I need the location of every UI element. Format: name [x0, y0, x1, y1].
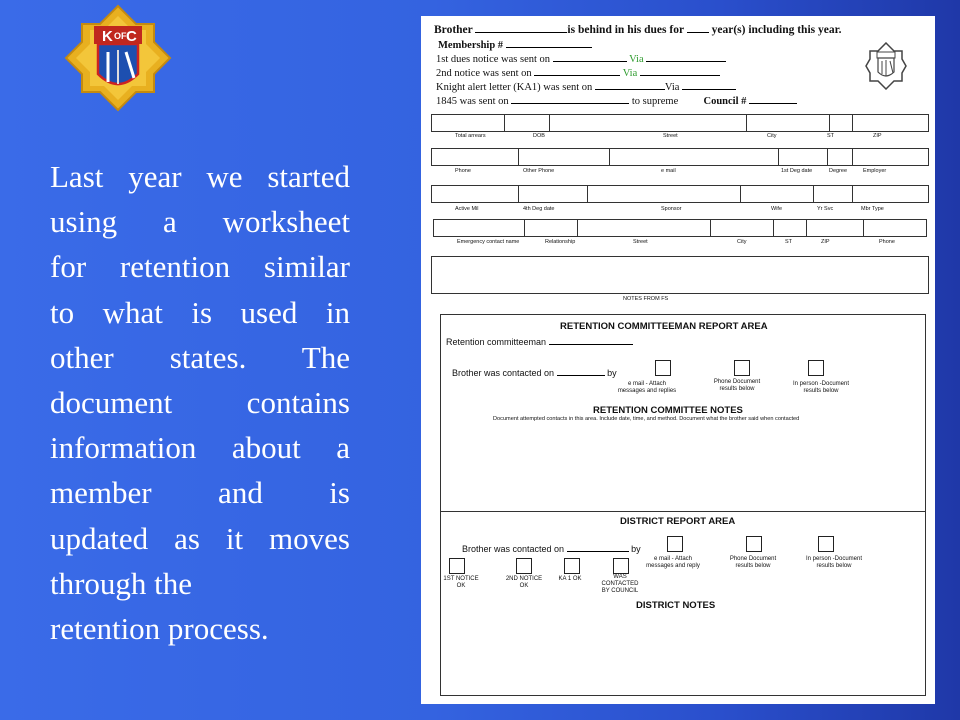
district-report-title: DISTRICT REPORT AREA	[620, 516, 736, 527]
district-phone-checkbox[interactable]	[746, 536, 762, 552]
label-employer: Employer	[863, 168, 887, 174]
district-ka1-checkbox[interactable]	[564, 558, 580, 574]
district-notes-title: DISTRICT NOTES	[636, 600, 716, 611]
retention-email-option: e mail - Attach messages and replies	[617, 381, 677, 394]
retention-notes-instructions: Document attempted contacts in this area. Include date, time, and method. Document what the brother said when contacted	[493, 416, 800, 422]
label-ec-street: Street	[633, 239, 648, 245]
district-email-checkbox[interactable]	[667, 536, 683, 552]
row-arrears-address	[431, 114, 929, 132]
header-membership: Membership #	[438, 37, 592, 51]
kofc-emblem-icon	[64, 4, 172, 112]
label-mbr-type: Mbr Type	[861, 206, 884, 212]
retention-report-title: RETENTION COMMITTEEMAN REPORT AREA	[560, 321, 768, 332]
label-1st-deg-date: 1st Deg date	[781, 168, 813, 174]
row-military-sponsor	[431, 185, 929, 203]
retention-phone-option: Phone Document results below	[713, 379, 761, 392]
header-line-brother: Brother is behind in his dues for year(s) including this year.	[434, 24, 842, 36]
district-ka1-label: KA 1 OK	[558, 576, 582, 582]
body-line-2: using a worksheet	[50, 204, 350, 240]
label-ec-st: ST	[785, 239, 793, 245]
label-ec-city: City	[737, 239, 747, 245]
label-degree: Degree	[829, 168, 848, 174]
label-email: e mail	[661, 168, 676, 174]
district-1st-notice-label: 1ST NOTICE OK	[443, 576, 479, 589]
label-active-mil: Active Mil	[455, 206, 479, 212]
label-wife: Wife	[771, 206, 782, 212]
label-city: City	[767, 133, 777, 139]
header-knight-alert: Knight alert letter (KA1) was sent on Via	[436, 79, 736, 93]
body-line-8: member and is	[50, 475, 350, 511]
header-dues-notice-2: 2nd notice was sent on Via	[436, 65, 720, 79]
label-sponsor: Sponsor	[661, 206, 682, 212]
retention-contacted-line: Brother was contacted on by	[452, 365, 617, 378]
label-ec-phone: Phone	[879, 239, 895, 245]
body-line-7: information about a	[50, 430, 350, 466]
label-zip: ZIP	[873, 133, 882, 139]
body-line-3: for retention similar	[50, 249, 350, 285]
body-line-4: to what is used in	[50, 294, 350, 330]
district-email-option: e mail - Attach messages and reply	[646, 556, 700, 569]
slide-body-text	[50, 154, 350, 651]
row-emergency-contact	[433, 219, 927, 237]
label-street: Street	[663, 133, 678, 139]
body-line-11: retention process.	[50, 611, 269, 647]
retention-worksheet	[421, 16, 935, 704]
label-phone: Phone	[455, 168, 471, 174]
body-line-9: updated as it moves	[50, 520, 350, 556]
district-in-person-checkbox[interactable]	[818, 536, 834, 552]
label-4th-deg-date: 4th Deg date	[523, 206, 555, 212]
kofc-logo	[64, 4, 172, 112]
report-area-divider	[440, 511, 926, 512]
body-line-5: other states. The	[50, 339, 350, 375]
small-emblem-icon	[865, 42, 907, 90]
district-in-person-option: In person -Document results below	[805, 556, 863, 569]
logo-letter-k: K	[102, 28, 113, 45]
retention-in-person-option: In person -Document results below	[792, 381, 850, 394]
logo-letter-c: C	[126, 28, 137, 45]
district-1st-notice-checkbox[interactable]	[449, 558, 465, 574]
header-dues-notice-1: 1st dues notice was sent on Via	[436, 51, 726, 65]
notes-from-fs-box	[431, 256, 929, 294]
header-form-1845: 1845 was sent on to supreme Council #	[436, 93, 797, 107]
retention-phone-checkbox[interactable]	[734, 360, 750, 376]
label-yr-svc: Yr Svc	[817, 206, 834, 212]
retention-committeeman-line: Retention committeeman	[446, 334, 633, 347]
label-st: ST	[827, 133, 835, 139]
label-dob: DOB	[533, 133, 545, 139]
label-relationship: Relationship	[545, 239, 576, 245]
district-phone-option: Phone Document results below	[729, 556, 777, 569]
district-2nd-notice-label: 2ND NOTICE OK	[505, 576, 543, 589]
label-notes-from-fs: NOTES FROM FS	[623, 296, 669, 302]
district-2nd-notice-checkbox[interactable]	[516, 558, 532, 574]
row-phone-employer	[431, 148, 929, 166]
label-other-phone: Other Phone	[523, 168, 555, 174]
retention-email-checkbox[interactable]	[655, 360, 671, 376]
logo-letter-of: OF	[114, 31, 127, 41]
label-emergency-contact: Emergency contact name	[457, 239, 520, 245]
district-contacted-line: Brother was contacted on by	[462, 541, 641, 554]
body-line-1: Last year we started	[50, 159, 350, 194]
district-contacted-by-council-checkbox[interactable]	[613, 558, 629, 574]
retention-in-person-checkbox[interactable]	[808, 360, 824, 376]
body-line-6: document contains	[50, 385, 350, 421]
body-line-10: through the	[50, 565, 193, 601]
label-total-arrears: Total arrears	[455, 133, 486, 139]
retention-notes-title: RETENTION COMMITTEE NOTES	[593, 405, 743, 416]
label-ec-zip: ZIP	[821, 239, 830, 245]
district-contacted-by-council-label: WAS CONTACTED BY COUNCIL	[601, 574, 639, 594]
